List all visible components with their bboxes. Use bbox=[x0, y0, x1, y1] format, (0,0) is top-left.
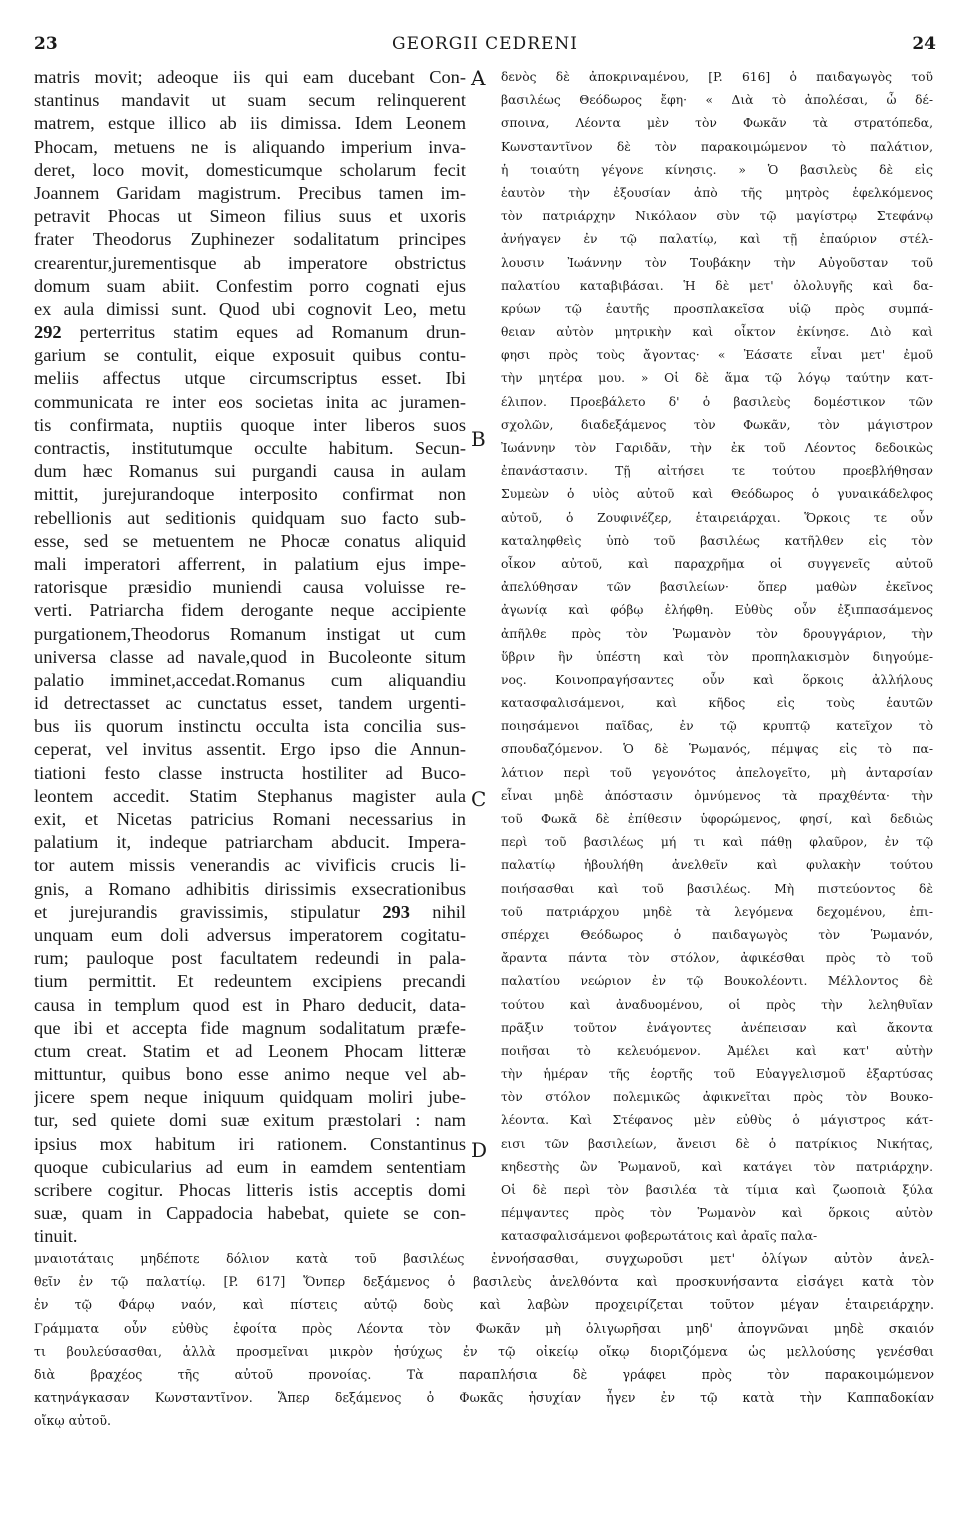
latin-text-line: tur, sed quiete domi suæ exitum præstolari : nam bbox=[34, 1110, 466, 1131]
latin-text-line: matrem, estque illico ab iis dimissa. Idem Leonem bbox=[34, 113, 466, 134]
latin-text-line: leontem accedit. Statim Stephanus magister aula bbox=[34, 785, 466, 806]
greek-text-line: λέοντα. Καὶ Στέφανος μὲν εὐθὺς ὁ μάγιστρος κάτ- bbox=[501, 1113, 933, 1128]
latin-text-line: esse, sed se metuentem ne Phocæ conatus aliquid bbox=[34, 530, 466, 551]
greek-text-line: περὶ τοῦ βασιλέως μή τι καὶ πάθῃ φλαῦρον, ἐν τῷ bbox=[501, 835, 933, 850]
latin-text-line: contractis, institutumque occulte habitum. Secun- bbox=[34, 438, 466, 458]
greek-text-line: ποιῆσαι τὸ κελευόμενον. Ἀμέλει καὶ κατ' αὐτὴν bbox=[501, 1043, 933, 1058]
greek-text-line: αὐτοῦ, ὁ Ζουφινέζερ, ἑταιρειάρχαι. Ὅρκοις τε οὖν bbox=[501, 510, 933, 525]
latin-text-line: suæ, quam in Cappadocia habebat, quiete se con- bbox=[34, 1203, 466, 1224]
greek-text-line: Οἱ δὲ περὶ τὸν βασιλέα τὰ τίμια καὶ ζωοποιὰ ξύλα bbox=[501, 1183, 933, 1197]
margin-letter-c: C bbox=[471, 787, 487, 811]
greek-text-line: ἀνήγαγεν ἐν τῷ παλατίῳ, καὶ τῇ ἐπαύριον στέλ- bbox=[501, 232, 933, 247]
greek-text-line: θεῖν ἐν τῷ παλατίῳ. [P. 617] Ὅνπερ δεξάμενος ὁ βασιλεὺς ἀνελθόντα καὶ προσκυνήσαντα εἰσάγει κατὰ τὸν bbox=[34, 1274, 934, 1290]
latin-text-line: dum hæc Romanus sui purgandi causa in aulam bbox=[34, 461, 466, 482]
latin-text-line: gnis, a Romano adhibitis dirissimis exsecrationibus bbox=[34, 878, 466, 899]
greek-text-line: πρᾶξιν τοῦτον ἐνάγοντες ἀνέπεισαν καὶ ἄκοντα bbox=[501, 1020, 933, 1035]
running-header bbox=[34, 34, 936, 58]
latin-text-line: exit, et Nicetas patricius Romani necessarius in bbox=[34, 809, 466, 829]
greek-text-line: δενὸς δὲ ἀποκριναμένου, [P. 616] ὁ παιδαγωγὸς τοῦ bbox=[501, 70, 933, 84]
latin-text-line: id detrectasset ac cunctatus esset, tandem urgenti- bbox=[34, 693, 466, 714]
latin-text-line: mali imperatori afferrent, in palatium ejus impe- bbox=[34, 553, 466, 574]
greek-text-line: ἑαυτὸν τὴν ἐξουσίαν ἀπὸ τῆς μητρὸς ἑφελκόμενος bbox=[501, 185, 933, 200]
latin-text-line: crearentur,jurementisque ab imperatore obstrictus bbox=[34, 252, 466, 273]
latin-text-line: tiationi festo classe instructa hostiliter ad Bucо- bbox=[34, 762, 466, 783]
latin-text-line: meliis affectus utque circumscriptus esset. Ibi bbox=[34, 368, 466, 389]
greek-text-line: παλατίου καταβιβάσαι. Ἡ δὲ μετ' ὀλολυγῆς καὶ δα- bbox=[501, 278, 933, 293]
greek-text-line: κρύων τῷ ἑαυτῆς προσπλακεῖσα υἱῷ πρὸς συμπά- bbox=[501, 301, 933, 316]
greek-text-line: ἐν τῷ Φάρῳ ναόν, καὶ πίστεις αὐτῷ δοὺς καὶ λαβὼν προχειρίζεται τοῦτον μέγαν ἑταιρειάρχην. bbox=[34, 1297, 934, 1313]
greek-text-line: κηδεστὴς ὢν Ῥωμανοῦ, καὶ κατάγει τὸν πατριάρχην. bbox=[501, 1159, 933, 1174]
greek-text-line: λάτιον περὶ τοῦ γεγονότος ἀπελογεῖτο, μὴ ἀνταρσίαν bbox=[501, 765, 933, 780]
greek-text-line: πέμψαντες πρὸς τὸν Ῥωμανὸν καὶ ὅρκοις αὐτὸν bbox=[501, 1206, 933, 1221]
greek-text-line: διὰ βραχέος τῆς αὐτοῦ προνοίας. Τὰ παραπλήσια δὲ γράφει πρὸς τὸν παρακοιμώμενον bbox=[34, 1366, 934, 1382]
margin-letter-b: B bbox=[471, 427, 486, 451]
greek-text-line: παλατίου νεώριον ἐν τῷ Βουκολέοντι. Μέλλοντος δὲ bbox=[501, 974, 933, 989]
greek-text-line: τὴν μητέρα μου. » Οἱ δὲ ἅμα τῷ λόγῳ ταύτην κατ- bbox=[501, 371, 933, 386]
latin-text-line: universa classe ad navale,quod in Bucoleonte situm bbox=[34, 646, 466, 667]
latin-column bbox=[34, 66, 466, 1249]
greek-text-line: ἀπῆλθε πρὸς τὸν Ῥωμανὸν τὸν δρουγγάριον, τὴν bbox=[501, 626, 933, 641]
latin-text-line: matris movit; adeoque iis qui eam ducebant Con- bbox=[34, 67, 466, 87]
greek-text-line: ἡ τοιαύτη γέγονε κίνησις. » Ὁ βασιλεὺς δὲ εἰς bbox=[501, 162, 933, 177]
latin-text-line: stantinus mandavit ut suam secum relinquerent bbox=[34, 90, 466, 111]
greek-text-line: ὕβριν ἣν ὑπέστη καὶ τὸν προπηλακισμὸν διηγούμε- bbox=[501, 649, 933, 664]
greek-text-line: σπουδαζόμενον. Ὁ δὲ Ῥωμανός, πέμψας εἰς τὸ πα- bbox=[501, 742, 933, 757]
greek-text-line: ἐπανάστασιν. Τῇ αἰτήσει τε τούτου προεβλήθησαν bbox=[501, 464, 933, 479]
greek-text-line: σπέρχει Θεόδωρος ὁ παιδαγωγὸς τὸν Ῥωμανόν, bbox=[501, 927, 933, 942]
greek-text-line: σποινα, Λέοντα μὲν τὸν Φωκᾶν τὰ στρατόπεδα, bbox=[501, 116, 933, 131]
page-number-right: 24 bbox=[912, 34, 936, 54]
latin-text-line: que ibi et accepta fide magnum sodalitatum præfe- bbox=[34, 1017, 466, 1038]
reference-number: 292 bbox=[34, 322, 62, 343]
latin-text-line: causa in templum quod est in Pharo deducit, data- bbox=[34, 994, 466, 1015]
latin-text-line: unquam eum doli adversus imperatorem cogitatu- bbox=[34, 924, 466, 945]
latin-text-line: tis confirmata, nuptiis quoque inter liberos suos bbox=[34, 414, 466, 435]
greek-text-line: εισι τῶν βασιλείων, ἄνεισι δὲ ὁ πατρίκιος Νικήτας, bbox=[501, 1136, 933, 1151]
greek-text-line: τι βουλεύσασθαι, ἀλλὰ προσμεῖναι μικρὸν ἡσύχως ἐν τῷ οἰκείῳ οἴκῳ διοριζόμενα ὡς μελλούσης γενέσθαι bbox=[34, 1343, 934, 1359]
latin-text-line: Joannem Garidam magistrum. Precibus tamen im- bbox=[34, 182, 466, 203]
latin-text-line: verti. Patriarcha fidem derogante neque accipiente bbox=[34, 600, 466, 621]
latin-text-line: jicere spem neque iniquum quidquam moliri jube- bbox=[34, 1087, 466, 1108]
greek-text-line: ἄραντα πάντα τὸν στόλον, ἀφικέσθαι πρὸς τὸ τοῦ bbox=[501, 951, 933, 966]
latin-text-line: ratorisque præsidio muniendi causa voluisse re- bbox=[34, 577, 466, 598]
greek-text-line: τὸν στόλον πολεμικῶς ἀφικνεῖται πρὸς τὸν Βουκο- bbox=[501, 1090, 933, 1105]
latin-text-line: palatium it, indeque patriarcham abducit. Impera- bbox=[34, 832, 466, 853]
greek-text-line: Συμεὼν ὁ υἱὸς αὐτοῦ καὶ Θεόδωρος ὁ γυναικάδελφος bbox=[501, 487, 933, 502]
latin-text-line: palatio imminet,accedat.Romanus cum aliquandiu bbox=[34, 669, 466, 690]
greek-text-line: ποιησάμενοι παῖδας, ἐν τῷ κρυπτῷ κατεῖχον τὸ bbox=[501, 719, 933, 734]
greek-text-line: Ἰωάννην τὸν Γαριδᾶν, τὴν ἐκ τοῦ Λέοντος δεδοικὼς bbox=[501, 441, 933, 455]
greek-text-line: τὸν πατριάρχην Νικόλαον σὺν τῷ μαγίστρῳ Στεφάνῳ bbox=[501, 209, 933, 224]
latin-text-line: ctum creat. Statim et ad Leonem Phocam litteræ bbox=[34, 1040, 466, 1061]
full-width-text bbox=[34, 1247, 934, 1433]
latin-text-line: rebellionis aut seditionis quidquam suo facto sub- bbox=[34, 507, 466, 528]
latin-text-line: ipsius mox habitum iri rationem. Constantinus bbox=[34, 1133, 466, 1154]
greek-text-line: φησι πρὸς τοὺς ἄγοντας· « Ἐάσατε εἶναι μετ' ἐμοῦ bbox=[501, 348, 933, 363]
greek-text-line: καταληφθεὶς ὑπὸ τοῦ βασιλέως κατῆλθεν εἰς τὸν bbox=[501, 533, 933, 548]
latin-text-line: tor autem missis venerandis ac vivificis crucis li- bbox=[34, 855, 466, 876]
latin-text-line: deret, loco movit, domesticumque scholarum fecit bbox=[34, 159, 466, 180]
latin-text-line: Phocam, metuens ne is aliquando imperium inva- bbox=[34, 136, 466, 157]
latin-text-line: purgationem,Theodorus Romanum instigat ut cum bbox=[34, 623, 466, 644]
latin-text-line: ex aula dimissi sunt. Quod ubi cognovit Leo, metu bbox=[34, 298, 466, 319]
reference-number: 293 bbox=[382, 901, 410, 922]
greek-text-line: θειαν αὐτὸν μητρικὴν καὶ οἶκτον ἐκίνησε. Διὸ καὶ bbox=[501, 325, 933, 340]
greek-text-line: Κωνσταντῖνον δὲ τὸν παρακοιμώμενον τὸ παλάτιον, bbox=[501, 139, 933, 154]
greek-text-line: τοῦ Φωκᾶ δὲ ἐπίθεσιν ὑφορώμενος, φησί, καὶ δεδιὼς bbox=[501, 812, 933, 826]
greek-text-line: ποιήσασθαι καὶ τοῦ βασιλέως. Μὴ πιστεύοντος δὲ bbox=[501, 881, 933, 896]
running-title: GEORGII CEDRENI bbox=[392, 34, 578, 54]
page-number-left: 23 bbox=[34, 34, 58, 54]
greek-text-line: κατασφαλισάμενοι, καὶ κῆδος εἰς τοὺς ἑαυτῶν bbox=[501, 696, 933, 711]
latin-text-line: frater Theodorus Zuphinezer sodalitatum principes bbox=[34, 229, 466, 250]
greek-text-line: τούτου καὶ ἀναδυομένου, οἱ πρὸς τὴν λεληθυῖαν bbox=[501, 997, 933, 1012]
greek-text-line: νος. Κοινοπραγήσαντες οὖν καὶ ὅρκοις ἀλλήλους bbox=[501, 672, 933, 687]
greek-text-line: έλιπον. Προεβάλετο δ' ὁ βασιλεὺς δομέστικον τῶν bbox=[501, 394, 933, 409]
margin-letter-d: D bbox=[471, 1138, 488, 1162]
latin-text-line: ceperat, vel invitus assentit. Ergo ipso die Annun- bbox=[34, 739, 466, 760]
greek-text-line: λουσιν Ἰωάννην τὸν Τουβάκην τὴν Αὐγοῦσταν τοῦ bbox=[501, 255, 933, 270]
latin-text-line: petravit Phocas ut Simeon filius suus et uxoris bbox=[34, 206, 466, 227]
latin-text-line: 292 perterritus statim eques ad Romanum drun- bbox=[34, 322, 466, 343]
greek-text-line: τοῦ πατριάρχου μηδὲ τὰ λεγόμενα δεχομένου, ἐπι- bbox=[501, 904, 933, 919]
latin-text-line: mittuntur, quibus bono esse animo neque vel ab- bbox=[34, 1064, 466, 1085]
latin-text-line: garium se contulit, eique exposuit quibus contu- bbox=[34, 345, 466, 366]
margin-letter-a: A bbox=[471, 66, 486, 90]
latin-text-line: rum; pauloque post facultatem redeundi in pala- bbox=[34, 948, 466, 969]
latin-text-line: et jurejurandis gravissimis, stipulatur 293 nihil bbox=[34, 901, 466, 922]
greek-text-line: ἀγωνίᾳ καὶ φόβῳ ἐλήφθη. Εὐθὺς οὖν ἐξιππασάμενος bbox=[501, 603, 933, 618]
latin-text-line: tium permittit. Et redeuntem excipiens precandi bbox=[34, 971, 466, 992]
greek-text-line: κατασφαλισάμενοι φοβερωτάτοις καὶ ἀραῖς παλα- bbox=[501, 1229, 818, 1244]
latin-text-line: mittit, jurejurandoque interposito confirmat non bbox=[34, 484, 466, 505]
greek-text-line: οἶκον αὐτοῦ, καὶ παραχρῆμα οἱ συγγενεῖς αὐτοῦ bbox=[501, 556, 933, 571]
latin-text-line: communicata re inter eos societas inita ac juramen- bbox=[34, 391, 466, 412]
greek-text-line: κατηνάγκασαν Κωνσταντῖνον. Ἅπερ δεξάμενος ὁ Φωκᾶς ἡσυχίαν ἦγεν ἐν τῷ κατὰ τὴν Καππαδοκίαν bbox=[34, 1390, 934, 1406]
greek-text-line: σχολῶν, διαδεξάμενος τὸν Φωκᾶν, τὸν μάγιστρον bbox=[501, 417, 933, 432]
greek-text-line: ἀπελύθησαν τῶν βασιλείων· ὅπερ μαθὼν ἐκεῖνος bbox=[501, 580, 933, 595]
greek-text-line: παλατίῳ ἠβουλήθη ἀνελθεῖν καὶ φυλακὴν τούτου bbox=[501, 858, 933, 873]
greek-text-line: τὴν ἡμέραν τῆς ἑορτῆς τοῦ Εὐαγγελισμοῦ ἐξαρτύσας bbox=[501, 1067, 933, 1082]
latin-text-line: quoque cubicularius ad eum in eamdem sententiam bbox=[34, 1156, 466, 1177]
greek-text-line: εἶναι μηδὲ ἀπόστασιν ὀμνύμενος τὰ πραχθέντα· τὴν bbox=[501, 788, 933, 803]
greek-column bbox=[501, 66, 933, 1249]
greek-text-line: Γράμματα οὖν εὐθὺς ἐφοίτα πρὸς Λέοντα τὸν Φωκᾶν μὴ ὀλιγωρῆσαι μηδ' ἀπογνῶναι μηδὲ σκαιόν bbox=[34, 1320, 934, 1336]
latin-text-line: tinuit. bbox=[34, 1226, 78, 1247]
greek-text-line: μναιοτάταις μηδέποτε δόλιον κατὰ τοῦ βασιλέως ἐννοήσασθαι, συγχωροῦσι μετ' ὀλίγων αὐτὸν ἀνελ- bbox=[34, 1251, 934, 1266]
latin-text-line: domum suam abiit. Confestim porro cognati ejus bbox=[34, 275, 466, 296]
latin-text-line: scribere cogitur. Phocas litteris istis acceptis domi bbox=[34, 1180, 466, 1200]
latin-text-line: bus iis quorum instinctu occulta ista concilia sus- bbox=[34, 716, 466, 737]
greek-text-line: βασιλέως Θεόδωρος ἔφη· « Διὰ τὸ ἀπολέσαι, ὦ δέ- bbox=[501, 93, 933, 108]
greek-text-line: οἴκῳ αὐτοῦ. bbox=[34, 1413, 112, 1429]
